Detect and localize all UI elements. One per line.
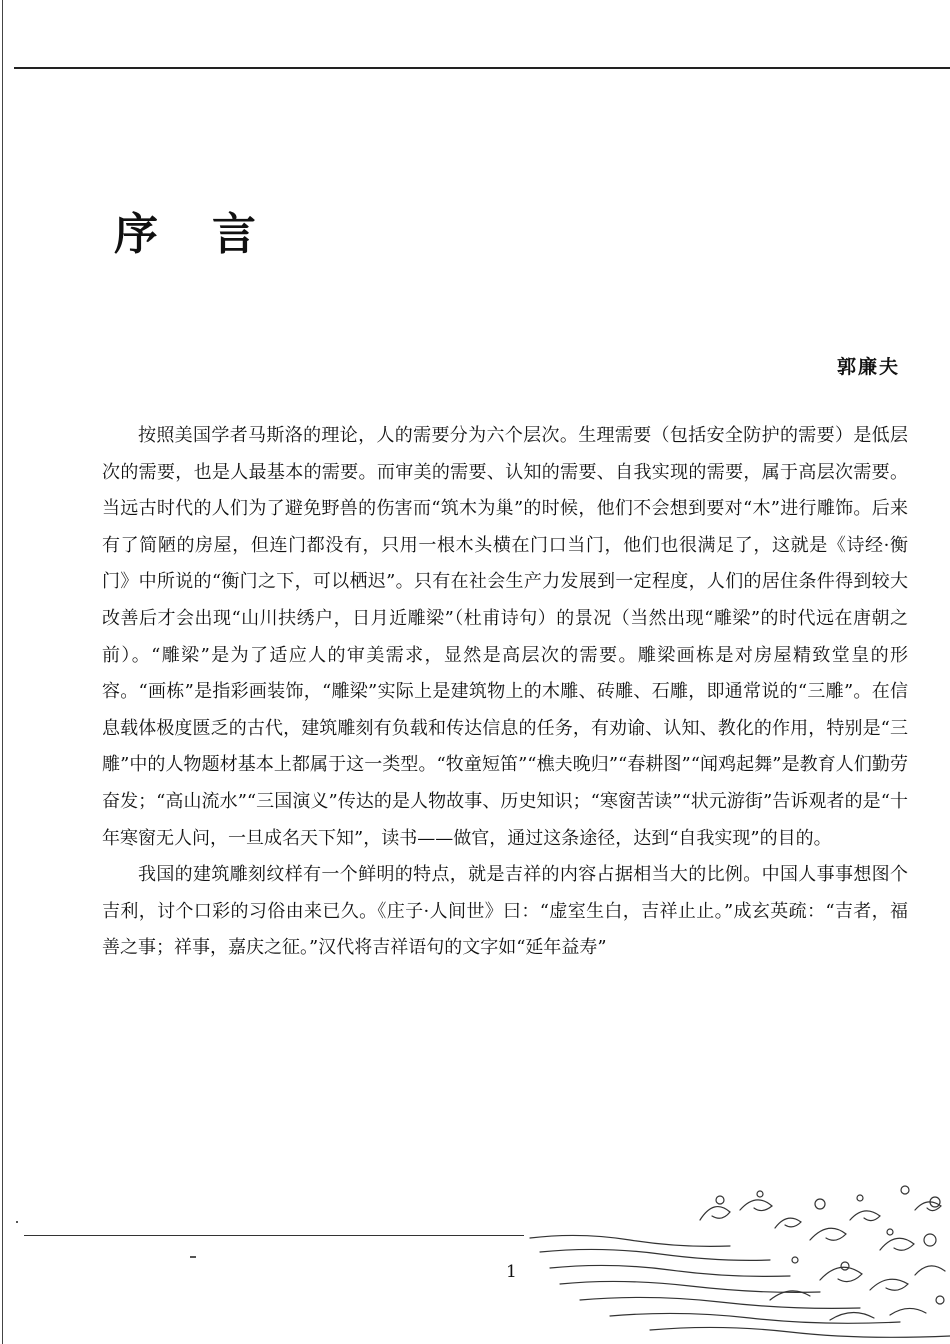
paragraph: 按照美国学者马斯洛的理论，人的需要分为六个层次。生理需要（包括安全防护的需要）是低层次的需要，也是人最基本的需要。而审美的需要、认知的需要、自我实现的需要，属于高层次需要。当远古时代的人们为了避免野兽的伤害而“筑木为巢”的时候，他们不会想到要对“木”进行雕饰。后来有了简陋的房屋，但连门都没有，只用一根木头横在门口当门，他们也很满足了，这就是《诗经·衡门》中所说的“衡门之下，可以栖迟”。只有在社会生产力发展到一定程度，人们的居住条件得到较大改善后才会出现“山川扶绣户，日月近雕梁”（杜甫诗句）的景况（当然出现“雕梁”的时代远在唐朝之前）。“雕梁”是为了适应人的审美需求，显然是高层次的需要。雕梁画栋是对房屋精致堂皇的形容。“画栋”是指彩画装饰，“雕梁”实际上是建筑物上的木雕、砖雕、石雕，即通常说的“三雕”。在信息载体极度匮乏的古代，建筑雕刻有负载和传达信息的任务，有劝谕、认知、教化的作用，特别是“三雕”中的人物题材基本上都属于这一类型。“牧童短笛”“樵夫晚归”“春耕图”“闻鸡起舞”是教育人们勤劳奋发；“高山流水”“三国演义”传达的是人物故事、历史知识；“寒窗苦读”“状元游街”告诉观者的是“十年寒窗无人问，一旦成名天下知”，读书——做官，通过这条途径，达到“自我实现”的目的。 [102,425,908,849]
footer-rule [24,1235,524,1236]
page-edge-line [2,0,3,1344]
scan-speck [16,1221,18,1223]
header-rule [14,67,950,69]
author-name: 郭廉夫 [836,356,900,378]
wave-ornament-icon [520,1180,950,1344]
page-title: 序言 [114,209,310,260]
paragraph: 我国的建筑雕刻纹样有一个鲜明的特点，就是吉祥的内容占据相当大的比例。中国人事事想图个吉利，讨个口彩的习俗由来已久。《庄子·人间世》曰：“虚室生白，吉祥止止。”成玄英疏：“吉者，福善之事；祥事，嘉庆之征。”汉代将吉祥语句的文字如“延年益寿” [102,864,908,959]
body-text [102,418,908,967]
scan-speck [190,1256,196,1258]
page-number: 1 [506,1262,517,1282]
